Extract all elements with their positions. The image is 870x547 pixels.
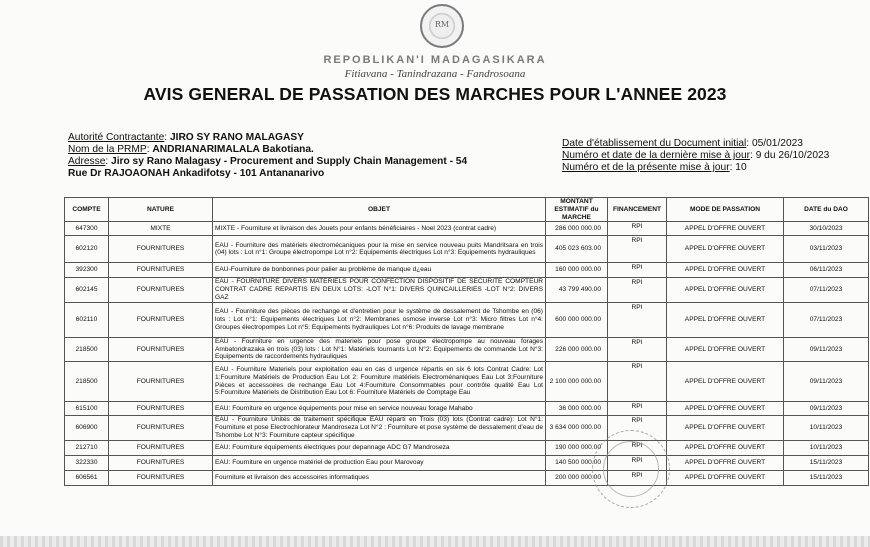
cell-objet: Fourniture et livraison des accessoires informatiques — [213, 471, 546, 486]
address-value-line2: Rue Dr RAJOAONAH Ankadifotsy - 101 Antananarivo — [68, 168, 325, 179]
cell-financement: RPI — [608, 456, 667, 471]
cell-objet: EAU - Fourniture en urgence des materiels pour pose groupe électropompe au nouveau forages Ambatondrazaka en trois (03) lots : Lot N°1: Matériels tournants Lot N°2: Equipements de commande Lot N°3: Equipements de raccordements hydrauliques — [213, 337, 546, 361]
cell-nature: FOURNITURES — [109, 441, 213, 456]
address-label: Adresse — [68, 156, 106, 167]
authority-line: Autorité Contractante: JIRO SY RANO MALAGASY — [68, 132, 304, 143]
table-header-row — [65, 198, 869, 222]
cell-nature: FOURNITURES — [109, 402, 213, 416]
cell-objet: EAU - Fourniture Unités de traitement spécifique EAU réparti en Trois (03) lots (Contrat cadre): Lot N°1: Fourniture et pose Electrochlorateur Mandroseza Lot N°2 : Fourniture et pose système de dessalement d'eau de Tshombe Lot N°3: Fourniture capteur spécifique — [213, 416, 546, 441]
cell-compte: 615100 — [65, 402, 109, 416]
cell-compte: 606561 — [65, 471, 109, 486]
table-row — [65, 222, 869, 236]
cell-montant: 286 000 000.00 — [546, 222, 608, 236]
cell-mode: APPEL D'OFFRE OUVERT — [667, 222, 784, 236]
last-update-line: Numéro et date de la dernière mise à jour: 9 du 26/10/2023 — [562, 150, 830, 161]
table-row — [65, 362, 869, 402]
cell-date: 09/11/2023 — [784, 402, 869, 416]
cell-date: 30/10/2023 — [784, 222, 869, 236]
cell-date: 15/11/2023 — [784, 471, 869, 486]
table-row — [65, 471, 869, 486]
cell-objet: EAU - Fourniture des matériels électromécaniques pour la mise en service nouveau puits Mandritsara en trois (04) lots : Lot n°1: Groupe électropompe Lot n°2: Equipements électriques Lot n°3: Equipements hydrauliques — [213, 236, 546, 263]
national-motto: Fitiavana - Tanindrazana - Fandrosoana — [344, 68, 526, 80]
cell-financement: RPI — [608, 278, 667, 302]
cell-date: 09/11/2023 — [784, 362, 869, 402]
cell-financement: RPI — [608, 416, 667, 441]
authority-info-block — [68, 132, 508, 180]
cell-financement: RPI — [608, 337, 667, 361]
cell-mode: APPEL D'OFFRE OUVERT — [667, 278, 784, 302]
cell-compte: 218500 — [65, 362, 109, 402]
cell-mode: APPEL D'OFFRE OUVERT — [667, 402, 784, 416]
cell-montant: 36 000 000.00 — [546, 402, 608, 416]
cell-financement: RPI — [608, 302, 667, 337]
cell-montant: 3 634 000 000.00 — [546, 416, 608, 441]
cell-mode: APPEL D'OFFRE OUVERT — [667, 362, 784, 402]
cell-montant: 160 000 000.00 — [546, 263, 608, 278]
cell-mode: APPEL D'OFFRE OUVERT — [667, 236, 784, 263]
republic-name: REPOBLIKAN'I MADAGASIKARA — [323, 54, 547, 66]
cell-nature: FOURNITURES — [109, 456, 213, 471]
cell-montant: 600 000 000.00 — [546, 302, 608, 337]
address-line: Adresse: Jiro sy Rano Malagasy - Procurement and Supply Chain Management - 54 — [68, 156, 468, 167]
cell-mode: APPEL D'OFFRE OUVERT — [667, 471, 784, 486]
header-mode: MODE DE PASSATION — [667, 198, 784, 222]
header-montant: MONTANT ESTIMATIF du MARCHE — [546, 198, 608, 222]
cell-objet: EAU - Fourniture des pièces de rechange et d'entretien pour le système de dessalement de Tshombe en (06) lots : Lot n°1: Equipements électriques Lot n°2: Membranes osmose inverse Lot n°3: Micro filtres Lot n°4: Groupes électropompes Lot n°5: Equipements hydrauliques Lot n°6: Produits de lavage membrane — [213, 302, 546, 337]
cell-compte: 212710 — [65, 441, 109, 456]
cell-nature: FOURNITURES — [109, 362, 213, 402]
cell-financement: RPI — [608, 402, 667, 416]
cell-montant: 43 799 490.00 — [546, 278, 608, 302]
cell-financement: RPI — [608, 441, 667, 456]
cell-objet: MIXTE - Fourniture et livraison des Jouets pour enfants bénéficiaires - Noel 2023 (contrat cadre) — [213, 222, 546, 236]
cell-objet: EAU: Fourniture en urgence équipements pour mise en service nouveau forage Mahabo — [213, 402, 546, 416]
table-row — [65, 456, 869, 471]
last-update-value: 9 du 26/10/2023 — [755, 150, 830, 161]
cell-compte: 392300 — [65, 263, 109, 278]
seal-text: RM — [434, 20, 450, 29]
table-row — [65, 278, 869, 302]
cell-objet: EAU: Fourniture équipements électriques pour depannage ADC G7 Mandroseza — [213, 441, 546, 456]
cell-montant: 2 100 000 000.00 — [546, 362, 608, 402]
table-row — [65, 402, 869, 416]
cell-nature: FOURNITURES — [109, 236, 213, 263]
table-row — [65, 263, 869, 278]
address-value-line1: Jiro sy Rano Malagasy - Procurement and Supply Chain Management - 54 — [111, 156, 468, 167]
cell-date: 10/11/2023 — [784, 416, 869, 441]
cell-financement: RPI — [608, 222, 667, 236]
cell-compte: 218500 — [65, 337, 109, 361]
cell-date: 07/11/2023 — [784, 278, 869, 302]
cell-mode: APPEL D'OFFRE OUVERT — [667, 337, 784, 361]
initial-date-label: Date d'établissement du Document initial — [562, 138, 747, 149]
cell-objet: EAU - Fourniture Materiels pour exploitation eau en cas d urgence répartis en six 6 lots Contrat Cadre: Lot 1:Fourniture Matériels de Production Eau Lot 2: Fourniture matériels Electroménaniques Eau Lot 3:Fourniture Pièces et accessoires de rechange Eau Lot 4:Fourniture Consommables pour contrôle qualité Eau Lot 5:Fourniture Matériels de Distribution Eau Lot 6: Fourniture Matériels de Comptage Eau — [213, 362, 546, 402]
cell-compte: 647300 — [65, 222, 109, 236]
cell-date: 03/11/2023 — [784, 236, 869, 263]
cell-nature: FOURNITURES — [109, 471, 213, 486]
initial-date-value: 05/01/2023 — [751, 138, 803, 149]
cell-date: 07/11/2023 — [784, 302, 869, 337]
current-update-value: 10 — [735, 162, 747, 173]
scan-edge-strip — [0, 536, 870, 547]
cell-date: 10/11/2023 — [784, 441, 869, 456]
republic-seal-emblem — [420, 4, 464, 48]
cell-compte: 602145 — [65, 278, 109, 302]
cell-compte: 602120 — [65, 236, 109, 263]
cell-mode: APPEL D'OFFRE OUVERT — [667, 302, 784, 337]
initial-date-line: Date d'établissement du Document initial: 05/01/2023 — [562, 138, 803, 149]
header-financement: FINANCEMENT — [608, 198, 667, 222]
cell-montant: 190 000 000.00 — [546, 441, 608, 456]
cell-mode: APPEL D'OFFRE OUVERT — [667, 441, 784, 456]
cell-nature: MIXTE — [109, 222, 213, 236]
table-row — [65, 236, 869, 263]
prmp-value: ANDRIANARIMALALA Bakotiana. — [152, 144, 314, 155]
header-objet: OBJET — [213, 198, 546, 222]
header-compte: COMPTE — [65, 198, 109, 222]
cell-montant: 140 500 000.00 — [546, 456, 608, 471]
cell-nature: FOURNITURES — [109, 278, 213, 302]
header-date: DATE du DAO — [784, 198, 869, 222]
cell-objet: EAU-Fourniture de bonbonnes pour palier au problème de manque d¿eau — [213, 263, 546, 278]
header-nature: NATURE — [109, 198, 213, 222]
table-row — [65, 337, 869, 361]
cell-financement: RPI — [608, 362, 667, 402]
current-update-line: Numéro et de la présente mise à jour: 10 — [562, 162, 747, 173]
document-title: AVIS GENERAL DE PASSATION DES MARCHES POUR L'ANNEE 2023 — [143, 84, 727, 104]
cell-date: 06/11/2023 — [784, 263, 869, 278]
cell-financement: RPI — [608, 236, 667, 263]
cell-nature: FOURNITURES — [109, 263, 213, 278]
prmp-label: Nom de la PRMP — [68, 144, 147, 155]
table-row — [65, 441, 869, 456]
cell-mode: APPEL D'OFFRE OUVERT — [667, 263, 784, 278]
cell-nature: FOURNITURES — [109, 302, 213, 337]
cell-montant: 200 000 000.00 — [546, 471, 608, 486]
authority-value: JIRO SY RANO MALAGASY — [169, 132, 304, 143]
cell-objet: EAU - FOURNITURE DIVERS MATERIELS POUR CONFECTION DISPOSITIF DE SECURITE COMPTEUR CONTRAT CADRE REPARTIS EN DEUX LOTS: -LOT N°1: DIVERS QUINCAILLERIES -LOT N°2: DIVERS GAZ — [213, 278, 546, 302]
authority-label: Autorité Contractante — [68, 132, 165, 143]
cell-compte: 606900 — [65, 416, 109, 441]
cell-mode: APPEL D'OFFRE OUVERT — [667, 456, 784, 471]
cell-date: 15/11/2023 — [784, 456, 869, 471]
table-row — [65, 416, 869, 441]
cell-date: 09/11/2023 — [784, 337, 869, 361]
cell-mode: APPEL D'OFFRE OUVERT — [667, 416, 784, 441]
current-update-label: Numéro et de la présente mise à jour — [562, 162, 730, 173]
cell-nature: FOURNITURES — [109, 416, 213, 441]
cell-compte: 602110 — [65, 302, 109, 337]
prmp-line: Nom de la PRMP: ANDRIANARIMALALA Bakotiana. — [68, 144, 314, 155]
cell-financement: RPI — [608, 471, 667, 486]
last-update-label: Numéro et date de la dernière mise à jour — [562, 150, 751, 161]
cell-compte: 322330 — [65, 456, 109, 471]
cell-objet: EAU: Fourniture en urgence matériel de production Eau pour Marovoay — [213, 456, 546, 471]
cell-montant: 405 023 603.00 — [546, 236, 608, 263]
table-row — [65, 302, 869, 337]
cell-financement: RPI — [608, 263, 667, 278]
procurement-table — [64, 197, 869, 486]
cell-nature: FOURNITURES — [109, 337, 213, 361]
document-dates-block — [562, 138, 862, 174]
cell-montant: 226 000 000.00 — [546, 337, 608, 361]
